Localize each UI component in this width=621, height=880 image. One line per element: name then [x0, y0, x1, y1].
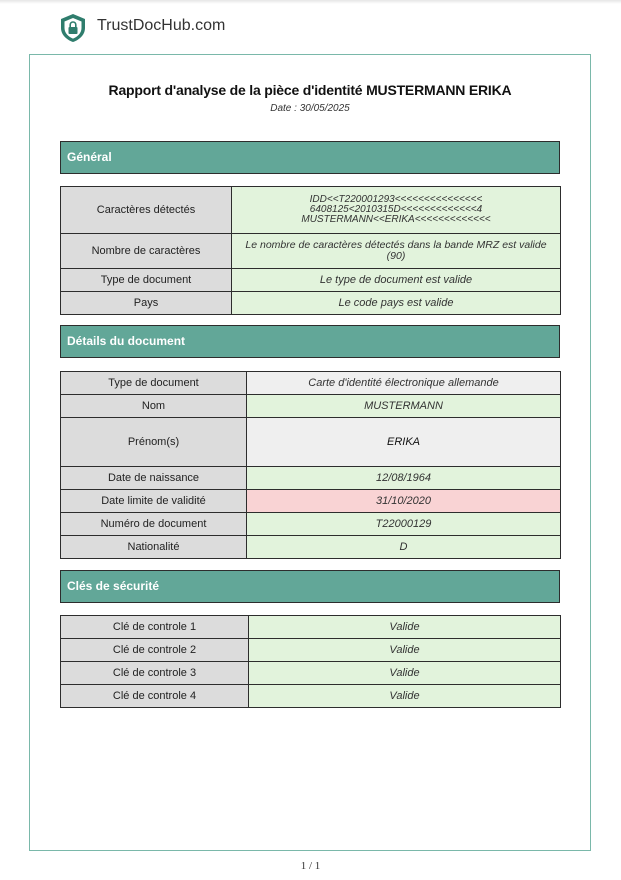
- details-table: [60, 371, 561, 559]
- mrz-line-3: MUSTERMANN<<ERIKA<<<<<<<<<<<<<: [301, 214, 491, 225]
- table-row: [61, 662, 561, 685]
- table-row: [61, 616, 561, 639]
- row-value: Carte d'identité électronique allemande: [247, 372, 561, 395]
- shield-lock-icon: [59, 13, 87, 43]
- row-label: Numéro de document: [61, 513, 247, 536]
- table-row: [61, 292, 561, 315]
- row-label: Clé de controle 4: [61, 685, 249, 708]
- mrz-line-1: IDD<<T220001293<<<<<<<<<<<<<<<: [309, 194, 483, 205]
- row-value: T22000129: [247, 513, 561, 536]
- section-header-security: Clés de sécurité: [60, 570, 560, 603]
- row-label: Date de naissance: [61, 467, 247, 490]
- row-label: Nombre de caractères: [61, 234, 232, 269]
- row-value: MUSTERMANN: [247, 395, 561, 418]
- row-value: Valide: [249, 639, 561, 662]
- report-title: Rapport d'analyse de la pièce d'identité MUSTERMANN ERIKA: [108, 82, 512, 98]
- row-label: Clé de controle 3: [61, 662, 249, 685]
- report-page: [29, 54, 591, 851]
- row-value: Le nombre de caractères détectés dans la bande MRZ est valide (90): [232, 234, 561, 269]
- mrz-line-2: 6408125<2010315D<<<<<<<<<<<<<4: [309, 204, 483, 215]
- general-table: [60, 186, 561, 315]
- row-value: Valide: [249, 662, 561, 685]
- table-row: [61, 490, 561, 513]
- row-label: Type de document: [61, 269, 232, 292]
- table-row: [61, 187, 561, 234]
- table-row: [61, 513, 561, 536]
- table-row: [61, 234, 561, 269]
- section-header-general: Général: [60, 141, 560, 174]
- report-date: Date : 30/05/2025: [270, 103, 350, 114]
- table-row: [61, 467, 561, 490]
- row-label: Type de document: [61, 372, 247, 395]
- table-row: [61, 685, 561, 708]
- page-number: 1 / 1: [300, 860, 321, 872]
- table-row: [61, 395, 561, 418]
- row-label: Nationalité: [61, 536, 247, 559]
- row-label: Date limite de validité: [61, 490, 247, 513]
- row-label: Clé de controle 2: [61, 639, 249, 662]
- table-row: [61, 639, 561, 662]
- table-row: [61, 536, 561, 559]
- row-value: Valide: [249, 616, 561, 639]
- header-shadow: [0, 0, 621, 4]
- row-label: Pays: [61, 292, 232, 315]
- row-value: Valide: [249, 685, 561, 708]
- row-value: ERIKA: [247, 418, 561, 467]
- row-label: Clé de controle 1: [61, 616, 249, 639]
- row-value: Le code pays est valide: [232, 292, 561, 315]
- row-label: Caractères détectés: [61, 187, 232, 234]
- brand-name[interactable]: TrustDocHub.com: [97, 17, 226, 34]
- row-label: Nom: [61, 395, 247, 418]
- row-value: 31/10/2020: [247, 490, 561, 513]
- security-table: [60, 615, 561, 708]
- table-row: [61, 269, 561, 292]
- row-value: 12/08/1964: [247, 467, 561, 490]
- site-header: [0, 0, 621, 50]
- table-row: [61, 418, 561, 467]
- row-value: Le type de document est valide: [232, 269, 561, 292]
- table-row: [61, 372, 561, 395]
- row-value: D: [247, 536, 561, 559]
- section-header-details: Détails du document: [60, 325, 560, 358]
- mrz-value: [232, 187, 561, 234]
- row-label: Prénom(s): [61, 418, 247, 467]
